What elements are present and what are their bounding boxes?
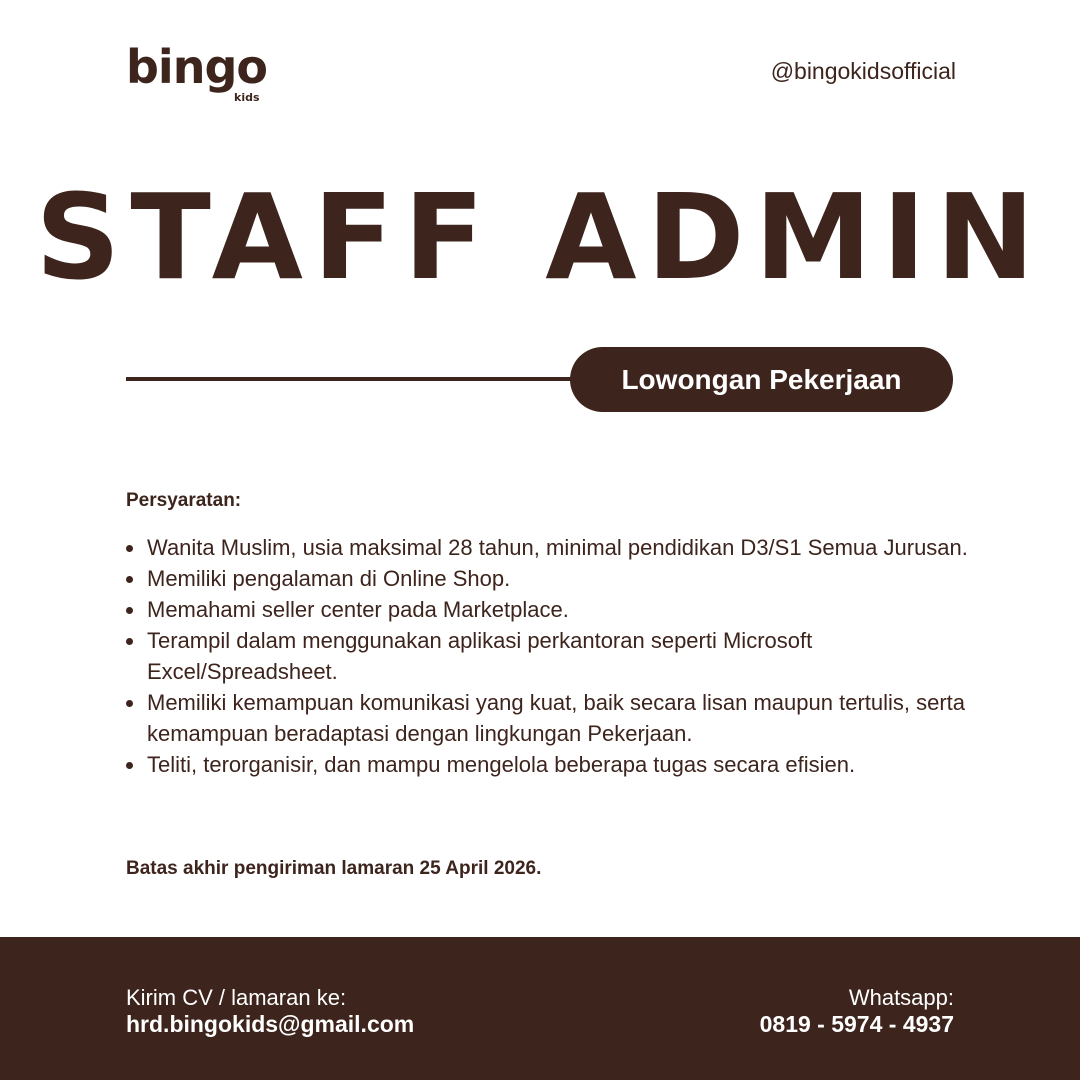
requirements-heading: Persyaratan: [126,490,242,511]
job-title: STAFF ADMIN [35,168,1045,306]
list-item: Terampil dalam menggunakan aplikasi perkantoran seperti Microsoft Excel/Spreadsheet. [126,625,1006,687]
list-item: Wanita Muslim, usia maksimal 28 tahun, minimal pendidikan D3/S1 Semua Jurusan. [126,532,1006,563]
requirements-list [126,532,1006,780]
whatsapp-label: Whatsapp: [848,985,954,1010]
brand-logo [126,40,267,104]
phone-number[interactable]: 0819 - 5974 - 4937 [759,1011,954,1037]
email-link[interactable]: hrd.bingokids@gmail.com [126,1011,415,1037]
social-handle: @bingokidsofficial [770,58,956,84]
list-item: Memiliki kemampuan komunikasi yang kuat, baik secara lisan maupun tertulis, serta kemampuan beradaptasi dengan lingkungan Pekerjaan. [126,687,1006,749]
cv-label: Kirim CV / lamaran ke: [126,985,347,1010]
footer [0,937,1080,1080]
job-vacancy-badge: Lowongan Pekerjaan [570,347,953,412]
deadline-text: Batas akhir pengiriman lamaran 25 April 2026. [126,858,542,879]
logo-wordmark: bingo [126,40,267,94]
list-item: Memiliki pengalaman di Online Shop. [126,563,1006,594]
list-item: Teliti, terorganisir, dan mampu mengelola beberapa tugas secara efisien. [126,749,1006,780]
logo-subtext: kids [234,91,260,104]
contact-whatsapp-block [760,984,954,1038]
divider-line [126,377,586,381]
contact-email-block [126,984,414,1038]
list-item: Memahami seller center pada Marketplace. [126,594,1006,625]
